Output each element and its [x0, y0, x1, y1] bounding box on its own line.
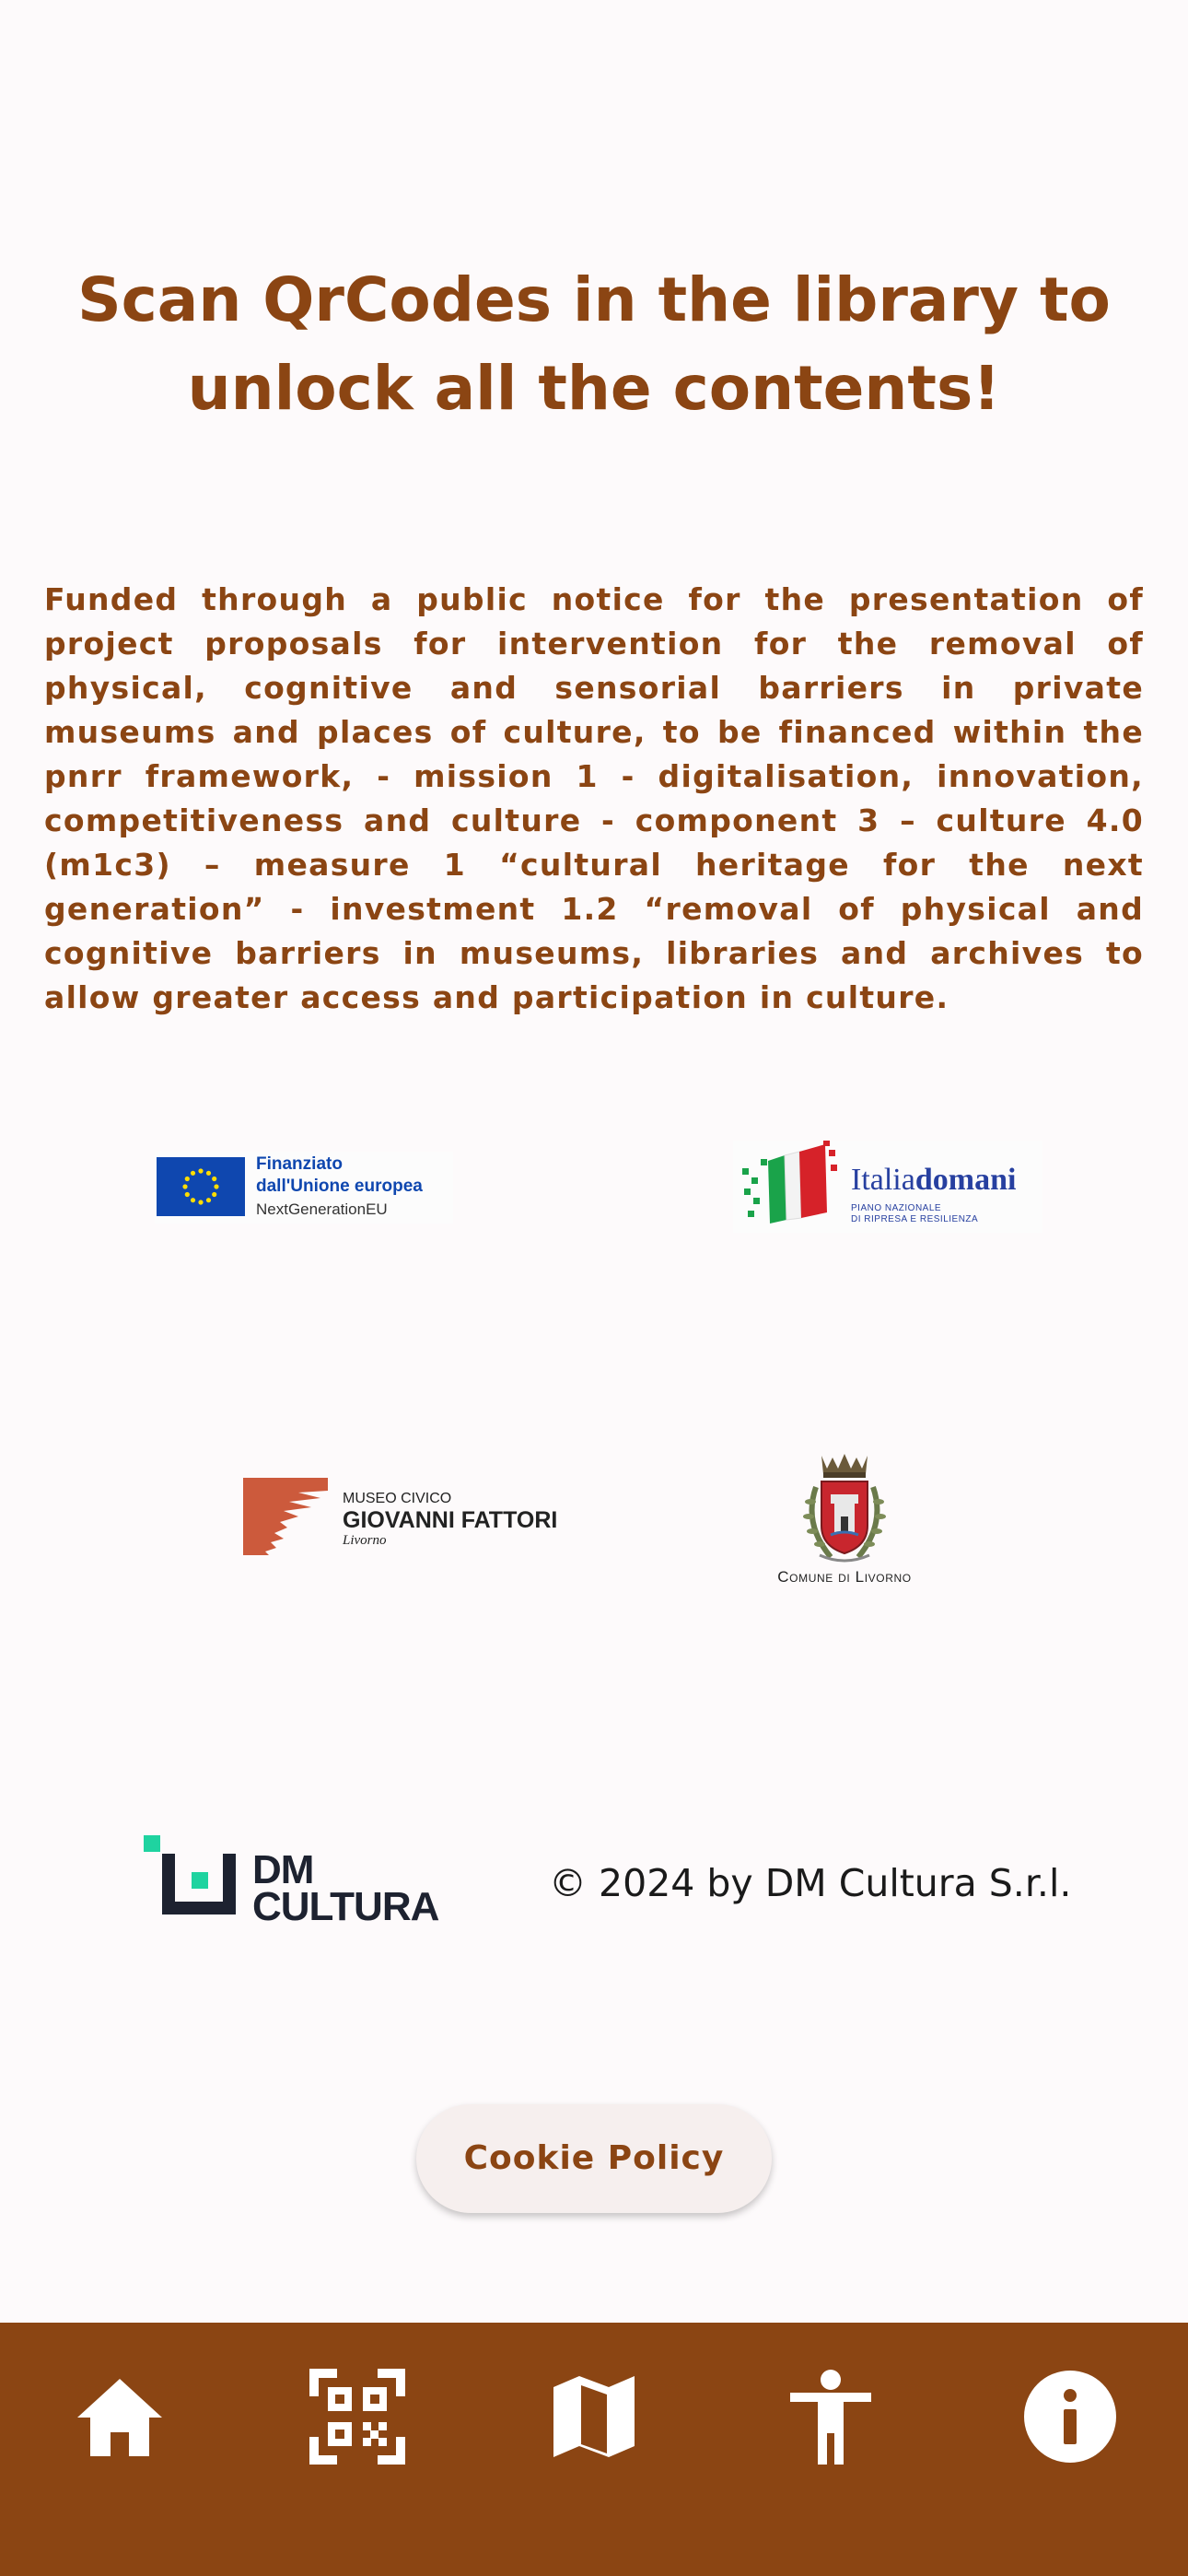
italiadomani-word-bold: domani	[914, 1163, 1017, 1197]
italiadomani-logo	[733, 1141, 1042, 1233]
qr-code-icon	[309, 2369, 405, 2465]
italiadomani-wordmark	[851, 1163, 1016, 1198]
dm-cultura-logo	[144, 1835, 451, 1929]
accessibility-icon	[786, 2369, 875, 2465]
nav-accessibility-button[interactable]	[775, 2361, 886, 2472]
comune-livorno-logo	[746, 1450, 943, 1588]
italiadomani-sub-line-1: PIANO NAZIONALE	[851, 1203, 942, 1213]
headline-line-2: unlock all the contents!	[187, 353, 1001, 424]
comune-logo-text: Comune di Livorno	[777, 1568, 912, 1586]
eu-logo-line-2: dall'Unione europea	[256, 1177, 423, 1196]
italiadomani-word-regular: Italia	[851, 1163, 915, 1197]
home-icon	[74, 2375, 166, 2458]
museum-fattori-logo	[243, 1470, 556, 1559]
eu-logo-line-1: Finanziato	[256, 1154, 343, 1174]
museum-logo-city: Livorno	[343, 1533, 387, 1548]
page-headline	[74, 256, 1114, 433]
bottom-navigation-bar	[0, 2323, 1188, 2576]
museum-brush-mark-icon	[243, 1474, 332, 1563]
map-icon	[550, 2372, 638, 2461]
nav-qr-scan-button[interactable]	[302, 2361, 413, 2472]
eu-logo-line-3: NextGenerationEU	[256, 1200, 388, 1218]
info-icon	[1024, 2371, 1116, 2463]
dm-cultura-mark-icon	[144, 1835, 245, 1922]
copyright-text: © 2024 by DM Cultura S.r.l.	[549, 1861, 1072, 1905]
italy-flag-pixel-icon	[733, 1141, 844, 1233]
headline-line-1: Scan QrCodes in the library to	[77, 264, 1111, 335]
museum-logo-small: MUSEO CIVICO	[343, 1491, 452, 1506]
dm-logo-line-1: DM	[252, 1847, 314, 1892]
nav-map-button[interactable]	[539, 2361, 649, 2472]
cookie-policy-button[interactable]: Cookie Policy	[416, 2104, 772, 2213]
funding-description: Funded through a public notice for the presentation of project proposals for intervention for the removal of physical, cognitive and sensorial barriers in private museums and places of culture, to be financed within the pnrr framework, - mission 1 - digitalisation, innovation, competitiveness and culture - component 3 – culture 4.0 (m1c3) – measure 1 “cultural heritage for the next generation” - investment 1.2 “removal of physical and cognitive barriers in museums, libraries and archives to allow greater access and participation in culture.	[44, 581, 1144, 1015]
eu-flag-icon	[157, 1157, 245, 1216]
nav-home-button[interactable]	[64, 2361, 175, 2472]
dm-logo-line-2: CULTURA	[252, 1884, 439, 1929]
nav-info-button[interactable]	[1015, 2361, 1125, 2472]
eu-funding-logo	[155, 1152, 453, 1224]
italiadomani-sub-line-2: DI RIPRESA E RESILIENZA	[851, 1214, 979, 1224]
museum-logo-name: GIOVANNI FATTORI	[343, 1507, 558, 1533]
livorno-coat-of-arms-icon	[746, 1450, 943, 1566]
